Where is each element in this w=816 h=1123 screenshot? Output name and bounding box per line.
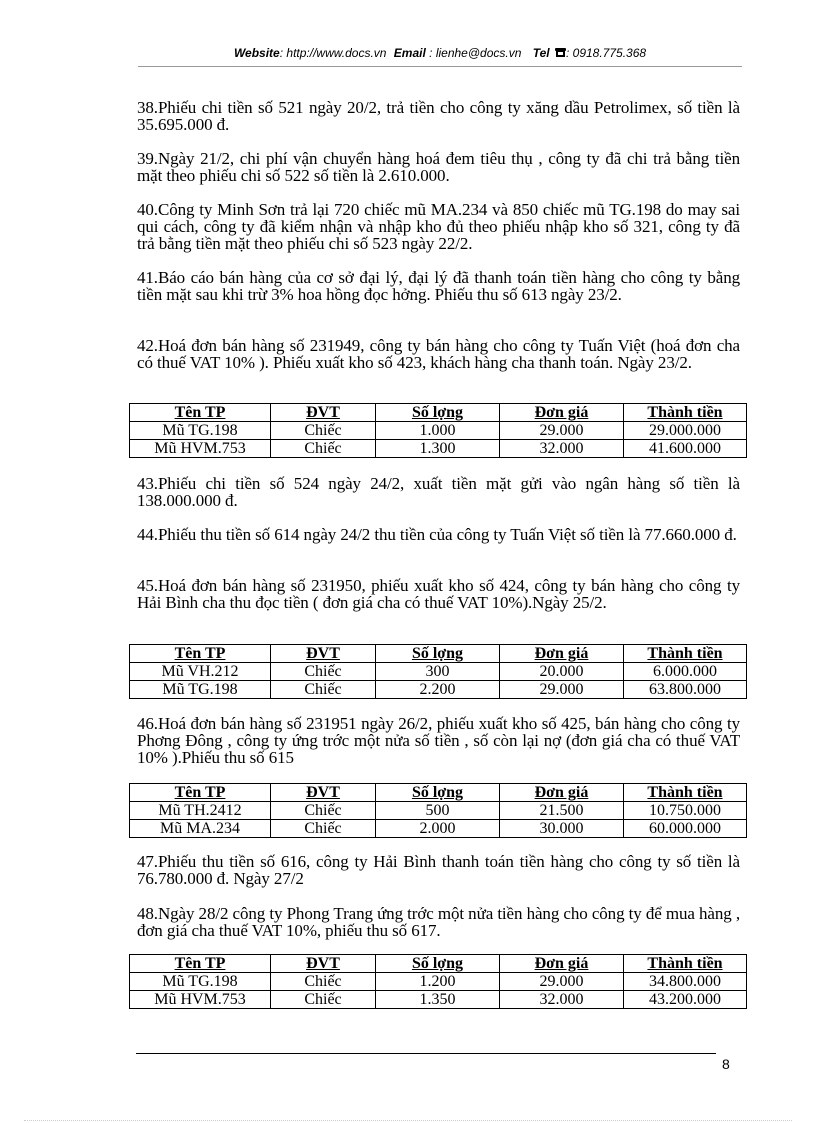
cell-unit: Chiếc: [271, 440, 376, 458]
col-header-total: Thành tiền: [624, 645, 747, 663]
cell-qty: 1.200: [376, 973, 500, 991]
cell-name: Mũ TG.198: [130, 422, 271, 440]
table-row: [130, 991, 747, 1009]
paragraph-48: 48.Ngày 28/2 công ty Phong Trang ứng trớc một nửa tiền hàng cho công ty để mua hàng , đơn giá cha thuế VAT 10%, phiếu thu số 617.: [137, 904, 740, 940]
col-header-name: Tên TP: [130, 645, 271, 663]
col-header-price: Đơn giá: [500, 955, 624, 973]
col-header-qty: Số lợng: [376, 404, 500, 422]
cell-qty: 1.350: [376, 991, 500, 1009]
cell-price: 29.000: [500, 973, 624, 991]
paragraph-42: 42.Hoá đơn bán hàng số 231949, công ty bán hàng cho công ty Tuấn Việt (hoá đơn cha có thuế VAT 10% ). Phiếu xuất kho số 423, khách hàng cha thanh toán. Ngày 23/2.: [137, 336, 740, 372]
col-header-unit: ĐVT: [271, 784, 376, 802]
cell-name: Mũ TG.198: [130, 681, 271, 699]
table-row: [130, 663, 747, 681]
col-header-name: Tên TP: [130, 784, 271, 802]
cell-total: 6.000.000: [624, 663, 747, 681]
col-header-price: Đơn giá: [500, 645, 624, 663]
cell-qty: 2.200: [376, 681, 500, 699]
cell-unit: Chiếc: [271, 422, 376, 440]
col-header-qty: Số lợng: [376, 784, 500, 802]
cell-qty: 2.000: [376, 820, 500, 838]
cell-price: 29.000: [500, 422, 624, 440]
cell-price: 29.000: [500, 681, 624, 699]
email-address: : lienhe@docs.vn: [425, 46, 522, 60]
col-header-total: Thành tiền: [624, 784, 747, 802]
cell-name: Mũ MA.234: [130, 820, 271, 838]
cell-name: Mũ HVM.753: [130, 991, 271, 1009]
col-header-price: Đơn giá: [500, 404, 624, 422]
col-header-unit: ĐVT: [271, 645, 376, 663]
table-row: [130, 422, 747, 440]
paragraph-43: 43.Phiếu chi tiền số 524 ngày 24/2, xuất tiền mặt gửi vào ngân hàng số tiền là 138.000.000 đ.: [137, 474, 740, 510]
paragraph-44: 44.Phiếu thu tiền số 614 ngày 24/2 thu tiền của công ty Tuấn Việt số tiền là 77.660.000 đ.: [137, 525, 737, 544]
col-header-name: Tên TP: [130, 404, 271, 422]
page-bottom-edge: [24, 1120, 792, 1121]
page-header: [140, 46, 740, 61]
paragraph-38: 38.Phiếu chi tiền số 521 ngày 20/2, trả tiền cho công ty xăng dầu Petrolimex, số tiền là 35.695.000 đ.: [137, 98, 740, 134]
cell-price: 20.000: [500, 663, 624, 681]
cell-unit: Chiếc: [271, 681, 376, 699]
cell-total: 10.750.000: [624, 802, 747, 820]
paragraph-45: 45.Hoá đơn bán hàng số 231950, phiếu xuất kho số 424, công ty bán hàng cho công ty Hải Bình cha thu đọc tiền ( đơn giá cha có thuế VAT 10%).Ngày 25/2.: [137, 576, 740, 612]
cell-total: 43.200.000: [624, 991, 747, 1009]
cell-total: 34.800.000: [624, 973, 747, 991]
cell-qty: 500: [376, 802, 500, 820]
table-row: [130, 440, 747, 458]
table-header-row: [130, 645, 747, 663]
table-row: [130, 681, 747, 699]
cell-total: 41.600.000: [624, 440, 747, 458]
cell-qty: 1.000: [376, 422, 500, 440]
tel-label: Tel: [532, 46, 550, 60]
tel-number: : 0918.775.368: [565, 46, 647, 60]
cell-total: 60.000.000: [624, 820, 747, 838]
phone-icon: [555, 47, 566, 61]
sales-table-3: [129, 783, 747, 838]
paragraph-39: 39.Ngày 21/2, chi phí vận chuyển hàng hoá đem tiêu thụ , công ty đã chi trả bằng tiền mặt theo phiếu chi số 522 số tiền là 2.610.000.: [137, 149, 740, 185]
table-row: [130, 820, 747, 838]
col-header-total: Thành tiền: [624, 955, 747, 973]
cell-name: Mũ TH.2412: [130, 802, 271, 820]
header-divider: [138, 66, 742, 67]
col-header-name: Tên TP: [130, 955, 271, 973]
website-url: : http://www.docs.vn: [279, 46, 387, 60]
paragraph-40: 40.Công ty Minh Sơn trả lại 720 chiếc mũ MA.234 và 850 chiếc mũ TG.198 do may sai qui cách, công ty đã kiểm nhận và nhập kho đủ theo phiếu nhập kho số 321, công ty đã trả bằng tiền mặt theo phiếu chi số 523 ngày 22/2.: [137, 200, 740, 253]
col-header-qty: Số lợng: [376, 645, 500, 663]
cell-total: 63.800.000: [624, 681, 747, 699]
sales-table-4: [129, 954, 747, 1009]
page-number: 8: [722, 1056, 730, 1072]
paragraph-41: 41.Báo cáo bán hàng của cơ sở đại lý, đại lý đã thanh toán tiền hàng cho công ty bằng tiền mặt sau khi trừ 3% hoa hồng đọc hởng. Phiếu thu số 613 ngày 23/2.: [137, 268, 740, 304]
email-label: Email: [393, 46, 426, 60]
cell-unit: Chiếc: [271, 802, 376, 820]
sales-table-1: [129, 403, 747, 458]
col-header-price: Đơn giá: [500, 784, 624, 802]
col-header-unit: ĐVT: [271, 955, 376, 973]
cell-total: 29.000.000: [624, 422, 747, 440]
cell-qty: 300: [376, 663, 500, 681]
cell-name: Mũ TG.198: [130, 973, 271, 991]
cell-unit: Chiếc: [271, 663, 376, 681]
cell-qty: 1.300: [376, 440, 500, 458]
cell-name: Mũ VH.212: [130, 663, 271, 681]
table-row: [130, 973, 747, 991]
cell-price: 21.500: [500, 802, 624, 820]
website-label: Website: [233, 46, 280, 60]
table-row: [130, 802, 747, 820]
cell-price: 32.000: [500, 440, 624, 458]
col-header-unit: ĐVT: [271, 404, 376, 422]
sales-table-2: [129, 644, 747, 699]
cell-unit: Chiếc: [271, 973, 376, 991]
table-header-row: [130, 955, 747, 973]
table-header-row: [130, 404, 747, 422]
footer-divider: [136, 1053, 716, 1054]
table-header-row: [130, 784, 747, 802]
cell-price: 30.000: [500, 820, 624, 838]
cell-unit: Chiếc: [271, 991, 376, 1009]
col-header-qty: Số lợng: [376, 955, 500, 973]
col-header-total: Thành tiền: [624, 404, 747, 422]
cell-name: Mũ HVM.753: [130, 440, 271, 458]
cell-price: 32.000: [500, 991, 624, 1009]
paragraph-47: 47.Phiếu thu tiền số 616, công ty Hải Bình thanh toán tiền hàng cho công ty số tiền là 76.780.000 đ. Ngày 27/2: [137, 852, 740, 888]
cell-unit: Chiếc: [271, 820, 376, 838]
paragraph-46: 46.Hoá đơn bán hàng số 231951 ngày 26/2, phiếu xuất kho số 425, bán hàng cho công ty Phơng Đông , công ty ứng trớc một nửa số tiền , số còn lại nợ (đơn giá cha có thuế VAT 10% ).Phiếu thu số 615: [137, 714, 740, 767]
